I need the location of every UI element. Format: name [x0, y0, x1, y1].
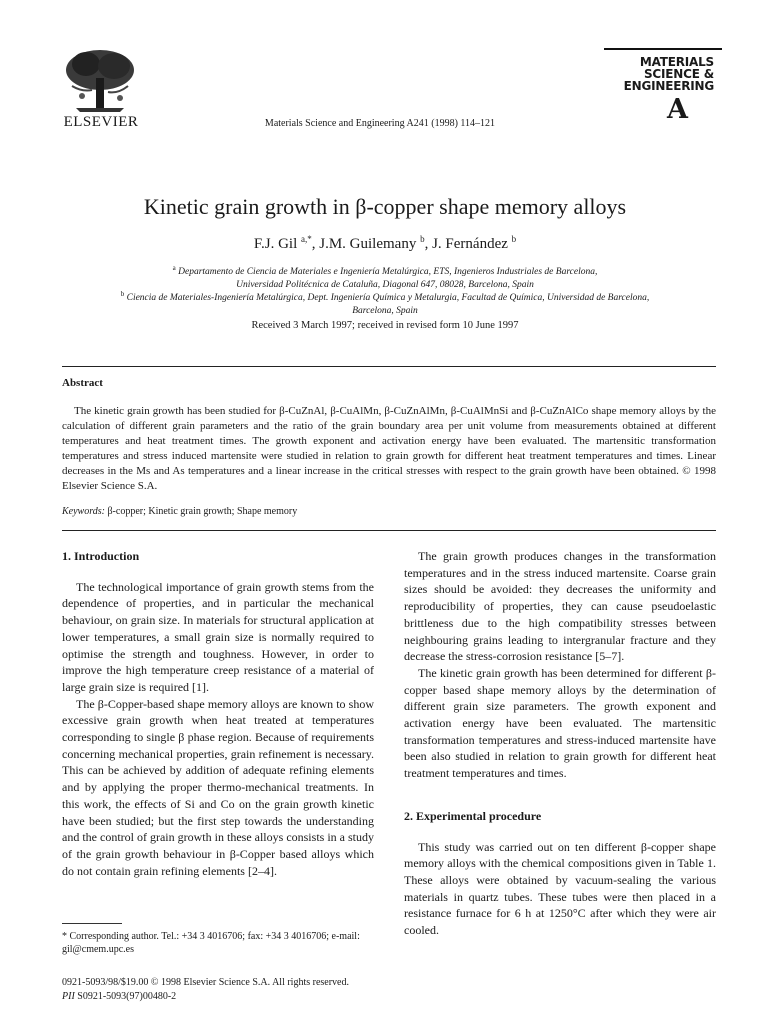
received-dates: Received 3 March 1997; received in revised form 10 June 1997	[251, 320, 519, 331]
affiliation-mark: b	[120, 290, 125, 298]
journal-logo	[604, 48, 722, 130]
author-affil-mark: a,*	[301, 234, 312, 244]
issn-line: 0921-5093/98/$19.00 © 1998 Elsevier Science S.A. All rights reserved.	[62, 977, 349, 988]
keywords-list: β-copper; Kinetic grain growth; Shape memory	[107, 506, 298, 517]
author-name: J. Fernández	[432, 236, 508, 252]
paragraph: The technological importance of grain growth stems from the dependence of properties, and in particular the mechanical behaviour, on grain size. In materials for structural application at lower temperatures, a small grain size is normally required to optimise the strength and toughness. However, in order to improve the high temperature creep resistance of a material of large grain size is required [1].	[62, 579, 374, 694]
affiliation-b	[60, 288, 710, 318]
journal-logo-line1: MATERIALS	[639, 55, 714, 69]
pii-value: S0921-5093(97)00480-2	[77, 991, 177, 1002]
paragraph: The β-Copper-based shape memory alloys are known to show excessive grain growth when heat treated at temperatures corresponding to single β phase region. Because of requirements concerning mechanical properties, grain refinement is necessary. This can be achieved by addition of adequate refining elements and by applying the proper thermo-mechanical treatments. In this work, the effects of Si and Co on the grain growth kinetic have been studied; but the first step towards the understanding and the control of grain growth in these alloys consists in a study of the grain growth behaviour in β-Copper based alloys which do not contain grain refining elements [2–4].	[62, 696, 374, 878]
affiliation-mark: a	[172, 264, 176, 272]
divider	[62, 530, 716, 531]
publisher-name: ELSEVIER	[63, 114, 139, 130]
footnote-divider	[62, 923, 122, 924]
journal-logo-rule	[604, 48, 722, 50]
author-affil-mark: b	[511, 234, 517, 244]
journal-logo-line2: SCIENCE &	[643, 67, 714, 81]
right-column	[404, 548, 716, 939]
pii-line	[62, 990, 462, 1004]
corresponding-author-footnote: * Corresponding author. Tel.: +34 3 4016706; fax: +34 3 4016706; e-mail: gil@cmem.upc.es	[62, 931, 360, 955]
journal-citation: Materials Science and Engineering A241 (1998) 114–121	[264, 118, 496, 129]
abstract-body	[62, 404, 716, 494]
affiliation-text: Ciencia de Materiales-Ingeniería Metalúrgica, Dept. Ingeniería Química y Metalurgia, Facultad de Química, Universidad de Barcelona,	[126, 293, 650, 304]
paragraph: The kinetic grain growth has been determined for different β-copper based shape memory alloys by the determination of different grain size parameters. The growth exponent and activation energy have been evaluated. The martensitic transformation temperatures and stress-induced martensite have been also studied in relation to grain growth for different heat treatment temperatures and times.	[404, 665, 716, 781]
journal-logo-letter: A	[667, 94, 688, 125]
abstract-text: The kinetic grain growth has been studied for β-CuZnAl, β-CuAlMn, β-CuZnAlMn, β-CuAlMnSi and β-CuZnAlCo shape memory alloys by the calculation of different grain parameters and the ratio of the grain boundary area per unit volume from measurements obtained at different temperatures and heat treatment times. The growth exponent and activation energy have been evaluated. The martensitic transformation temperatures and stress induced martensite were studied in relation to grain growth for different heat treatment temperatures and times. Linear decreases in the Ms and As temperatures and a linear increase in the critical stresses with respect to the grain growth have been obtained. © 1998 Elsevier Science S.A.	[62, 405, 716, 492]
left-column	[62, 548, 374, 879]
author-name: J.M. Guilemany	[319, 236, 417, 252]
keywords	[62, 506, 297, 517]
section-heading: 2. Experimental procedure	[404, 808, 542, 823]
abstract-heading: Abstract	[62, 377, 103, 389]
affiliation-text: Departamento de Ciencia de Materiales e Ingeniería Metalúrgica, ETS, Ingenieros Industriales de Barcelona,	[178, 267, 598, 278]
section-heading: 1. Introduction	[62, 549, 140, 563]
author-name: F.J. Gil	[253, 236, 298, 252]
author-list: F.J. Gil $^{a,*}$, J.M. Guilemany $^b$, J. Fernández $^b$	[253, 234, 517, 252]
affiliation-text-cont: Universidad Politécnica de Cataluña, Diagonal 647, 08028, Barcelona, Spain	[236, 280, 534, 291]
journal-logo-text	[624, 56, 714, 92]
paragraph: The grain growth produces changes in the transformation temperatures and in the stress induced martensite. Coarse grain sizes should be avoided: they decreases the uniformity and reproducibility of properties, they can cause pseudoelastic brittleness due to the high compatibility stresses between neighbouring grains leading to intergranular fracture and they decrease the stress-corrosion resistance [5–7].	[404, 549, 716, 664]
author-affil-mark: b	[420, 234, 425, 244]
pii-label: PII	[62, 991, 75, 1002]
affiliation-text-cont: Barcelona, Spain	[352, 306, 418, 317]
article-title: Kinetic grain growth in β-copper shape memory alloys	[143, 194, 627, 219]
paragraph: This study was carried out on ten different β-copper shape memory alloys with the chemical compositions given in Table 1. These alloys were obtained by vacuum-sealing the various materials in quartz tubes. These tubes were then placed in a resistance furnace for 6 h at 1250°C after which they were air cooled.	[404, 839, 716, 938]
journal-logo-line3: ENGINEERING	[623, 79, 714, 93]
copyright-info	[62, 976, 462, 1004]
divider	[62, 366, 716, 367]
keywords-label: Keywords:	[62, 506, 105, 517]
